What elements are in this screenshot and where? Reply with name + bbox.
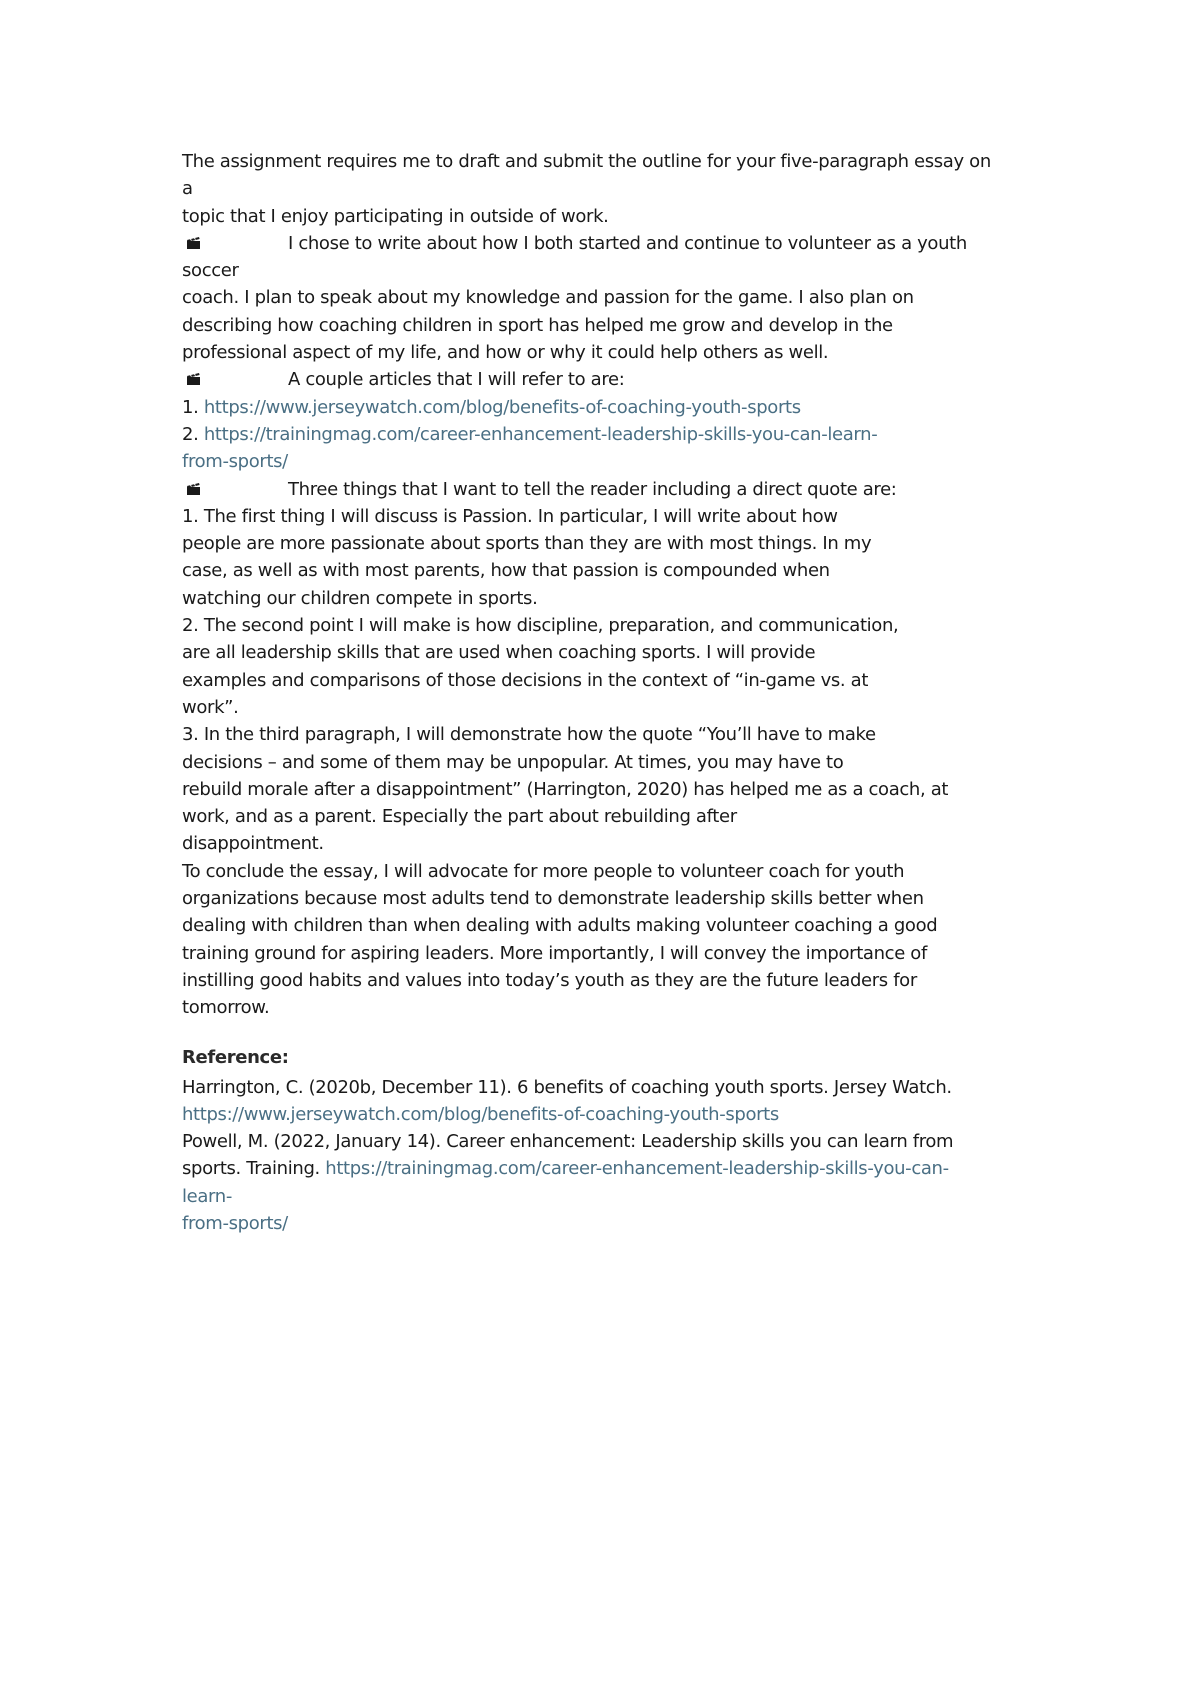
point-1-line-4: watching our children compete in sports. [182, 587, 538, 609]
conclusion-line-3: dealing with children than when dealing with adults making volunteer coaching a good [182, 915, 938, 937]
conclusion-line-1: To conclude the essay, I will advocate for more people to volunteer coach for youth [182, 860, 905, 882]
conclusion-line-2: organizations because most adults tend to demonstrate leadership skills better when [182, 888, 924, 910]
bullet-3-text: Three things that I want to tell the reader including a direct quote are: [288, 478, 897, 500]
point-1-line-1: 1. The first thing I will discuss is Passion. In particular, I will write about how [182, 505, 838, 527]
bullet-1-line-2: soccer [182, 260, 239, 282]
article-item-2-number: 2. [182, 423, 204, 445]
reference-2-text: Powell, M. (2022, January 14). Career enhancement: Leadership skills you can learn from [182, 1131, 954, 1153]
intro-line-2: a [182, 178, 193, 200]
article-link-2[interactable]: https://trainingmag.com/career-enhancement-leadership-skills-you-can-learn- [203, 423, 878, 445]
bullet-1-text: I chose to write about how I both started and continue to volunteer as a youth [288, 232, 967, 254]
bullet-2-text: A couple articles that I will refer to are: [288, 369, 625, 391]
conclusion-line-4: training ground for aspiring leaders. More importantly, I will convey the importance of [182, 942, 927, 964]
bullet-1 [182, 230, 1062, 257]
point-2-line-4: work”. [182, 696, 239, 718]
bullet-1-line-3: coach. I plan to speak about my knowledge and passion for the game. I also plan on [182, 287, 914, 309]
clapperboard-icon [186, 482, 201, 496]
point-1-line-3: case, as well as with most parents, how that passion is compounded when [182, 560, 830, 582]
point-3-line-4: work, and as a parent. Especially the part about rebuilding after [182, 806, 737, 828]
point-3-line-2: decisions – and some of them may be unpopular. At times, you may have to [182, 751, 844, 773]
reference-2-link-continued-1[interactable]: learn- [182, 1185, 232, 1207]
clapperboard-icon [186, 236, 201, 250]
reference-2-source: sports. Training. [182, 1158, 326, 1180]
section-spacer [182, 1022, 1062, 1044]
article-link-1[interactable]: https://www.jerseywatch.com/blog/benefits-of-coaching-youth-sports [203, 396, 801, 418]
intro-line-1: The assignment requires me to draft and submit the outline for your five-paragraph essay on [182, 151, 991, 172]
reference-2-link-continued-2[interactable]: from-sports/ [182, 1212, 288, 1234]
article-item-1 [182, 394, 1062, 421]
point-1-line-2: people are more passionate about sports than they are with most things. In my [182, 533, 872, 555]
article-item-2 [182, 421, 1062, 448]
reference-1-text: Harrington, C. (2020b, December 11). 6 benefits of coaching youth sports. Jersey Watch. [182, 1076, 952, 1098]
conclusion-line-6: tomorrow. [182, 997, 270, 1019]
bullet-2 [182, 366, 1062, 393]
article-item-1-number: 1. [182, 396, 204, 418]
intro-line-3: topic that I enjoy participating in outside of work. [182, 205, 609, 227]
reference-2-link[interactable]: https://trainingmag.com/career-enhancement-leadership-skills-you-can- [325, 1158, 949, 1180]
point-2-line-2: are all leadership skills that are used when coaching sports. I will provide [182, 642, 816, 664]
document-body [182, 148, 1062, 1237]
bullet-3 [182, 476, 1062, 503]
point-3-line-1: 3. In the third paragraph, I will demonstrate how the quote “You’ll have to make [182, 724, 876, 746]
article-link-2-continued[interactable]: from-sports/ [182, 451, 288, 473]
bullet-1-line-5: professional aspect of my life, and how or why it could help others as well. [182, 342, 829, 364]
reference-heading: Reference: [182, 1046, 289, 1068]
point-2-line-3: examples and comparisons of those decisions in the context of “in-game vs. at [182, 669, 869, 691]
bullet-1-line-4: describing how coaching children in sport has helped me grow and develop in the [182, 314, 893, 336]
conclusion-line-5: instilling good habits and values into today’s youth as they are the future leaders for [182, 969, 917, 991]
point-2-line-1: 2. The second point I will make is how discipline, preparation, and communication, [182, 615, 899, 637]
reference-1-link[interactable]: https://www.jerseywatch.com/blog/benefits-of-coaching-youth-sports [182, 1103, 779, 1125]
point-3-line-5: disappointment. [182, 833, 324, 855]
point-3-line-3: rebuild morale after a disappointment” (Harrington, 2020) has helped me as a coach, at [182, 778, 949, 800]
clapperboard-icon [186, 372, 201, 386]
reference-2-line-2 [182, 1155, 1062, 1182]
